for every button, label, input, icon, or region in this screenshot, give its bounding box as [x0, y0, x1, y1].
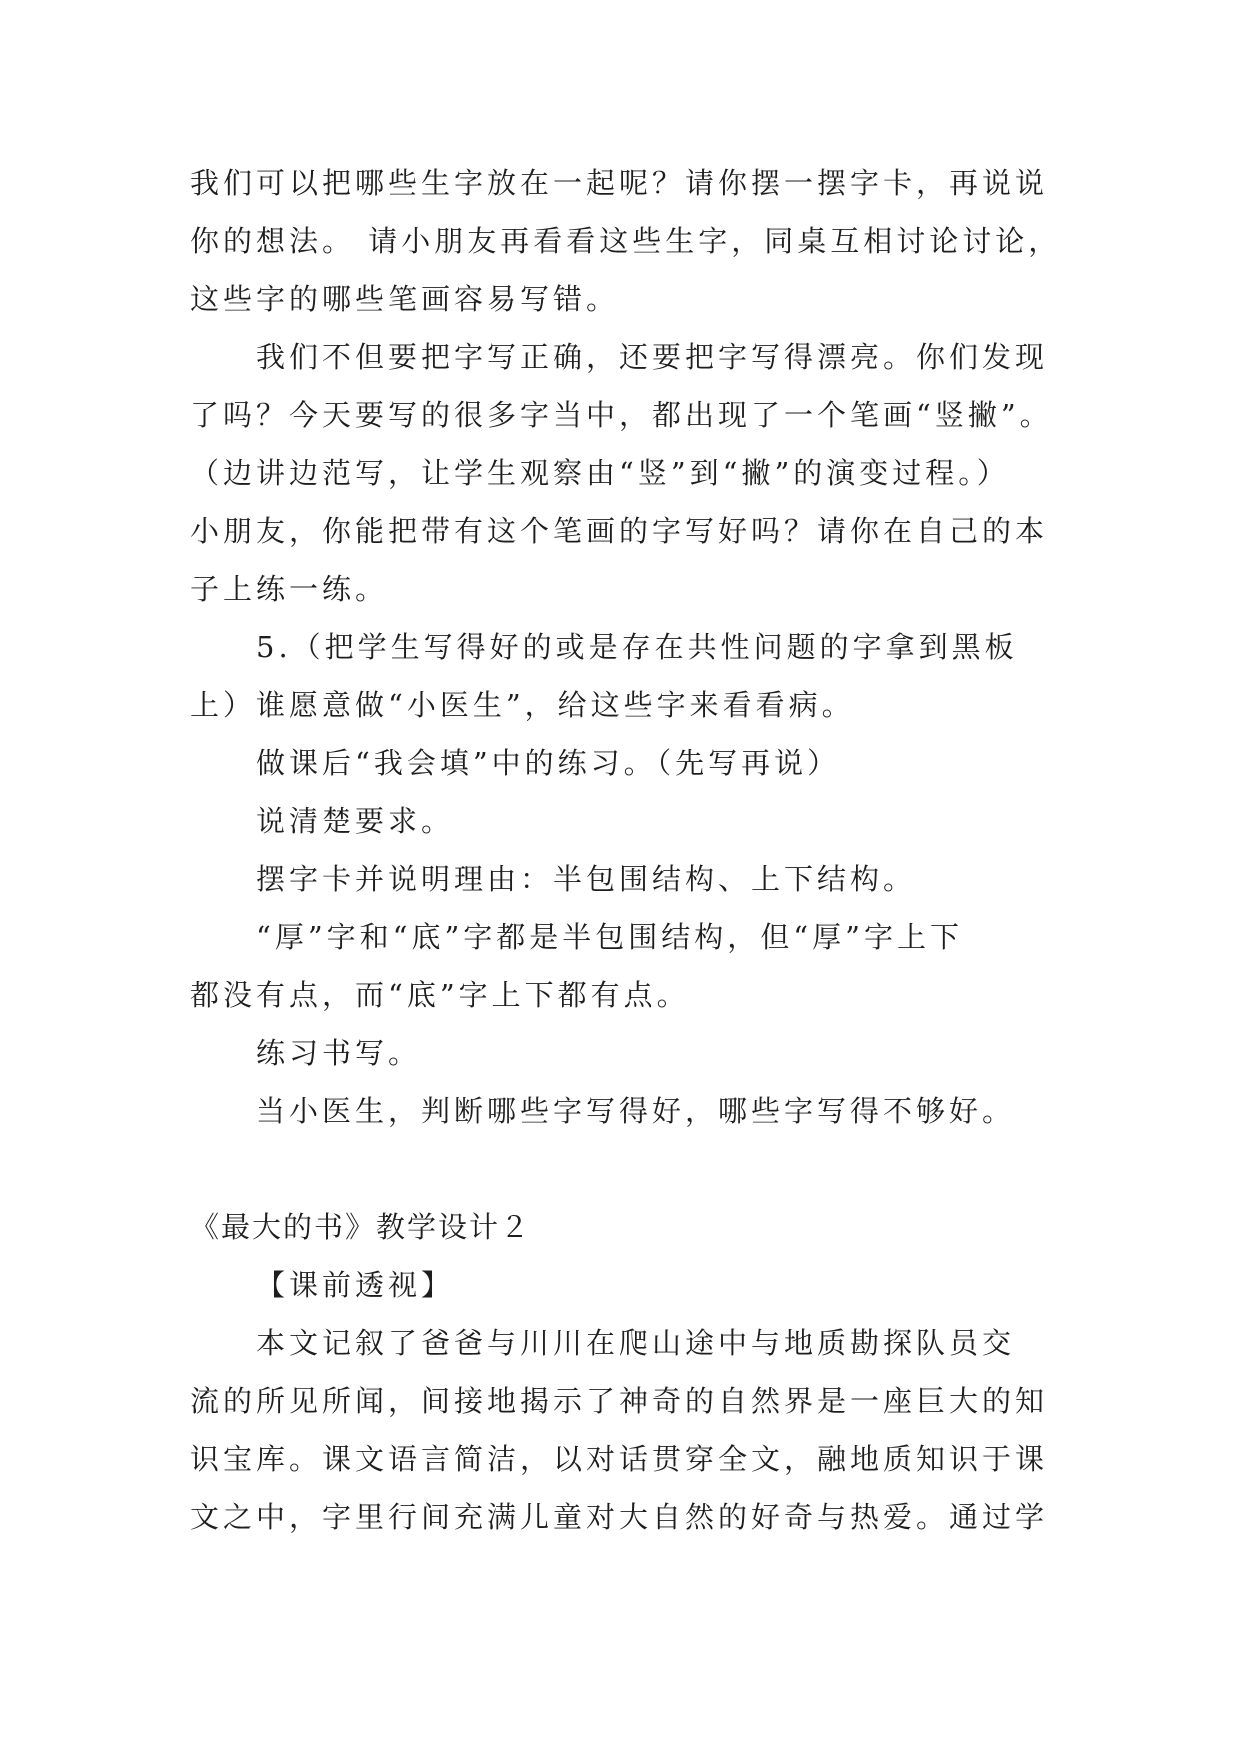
- text-line: （边讲边范写，让学生观察由“竖”到“撇”的演变过程。）: [190, 456, 1010, 490]
- text-line: 我们可以把哪些生字放在一起呢？请你摆一摆字卡，再说说: [190, 166, 1049, 200]
- text-line: 了吗？今天要写的很多字当中，都出现了一个笔画“竖撇”。: [190, 398, 1053, 432]
- text-line: 流的所见所闻，间接地揭示了神奇的自然界是一座巨大的知: [190, 1384, 1049, 1418]
- text-line: 小朋友，你能把带有这个笔画的字写好吗？请你在自己的本: [190, 514, 1049, 548]
- text-line: 子上练一练。: [190, 572, 389, 606]
- section-title: 《最大的书》教学设计２: [190, 1210, 532, 1244]
- text-line: 练习书写。: [256, 1036, 422, 1070]
- text-line: 这些字的哪些笔画容易写错。: [190, 282, 620, 316]
- subheading: 【课前透视】: [256, 1268, 455, 1302]
- text-line: 做课后“我会填”中的练习。（先写再说）: [256, 746, 841, 780]
- text-line: 说清楚要求。: [256, 804, 455, 838]
- text-line: “厚”字和“底”字都是半包围结构，但“厚”字上下: [256, 920, 963, 954]
- text-line: 都没有点，而“底”字上下都有点。: [190, 978, 690, 1012]
- text-line: 本文记叙了爸爸与川川在爬山途中与地质勘探队员交: [256, 1326, 1016, 1360]
- text-line: 你的想法。 请小朋友再看看这些生字，同桌互相讨论讨论，: [190, 224, 1062, 258]
- text-line: 当小医生，判断哪些字写得好，哪些字写得不够好。: [256, 1094, 1016, 1128]
- text-line: 识宝库。课文语言简洁，以对话贯穿全文，融地质知识于课: [190, 1442, 1049, 1476]
- text-line: 上）谁愿意做“小医生”，给这些字来看看病。: [190, 688, 855, 722]
- text-line: 5.（把学生写得好的或是存在共性问题的字拿到黑板: [256, 630, 1018, 664]
- text-line: 文之中，字里行间充满儿童对大自然的好奇与热爱。通过学: [190, 1500, 1049, 1534]
- text-line: 摆字卡并说明理由：半包围结构、上下结构。: [256, 862, 917, 896]
- text-line: 我们不但要把字写正确，还要把字写得漂亮。你们发现: [256, 340, 1049, 374]
